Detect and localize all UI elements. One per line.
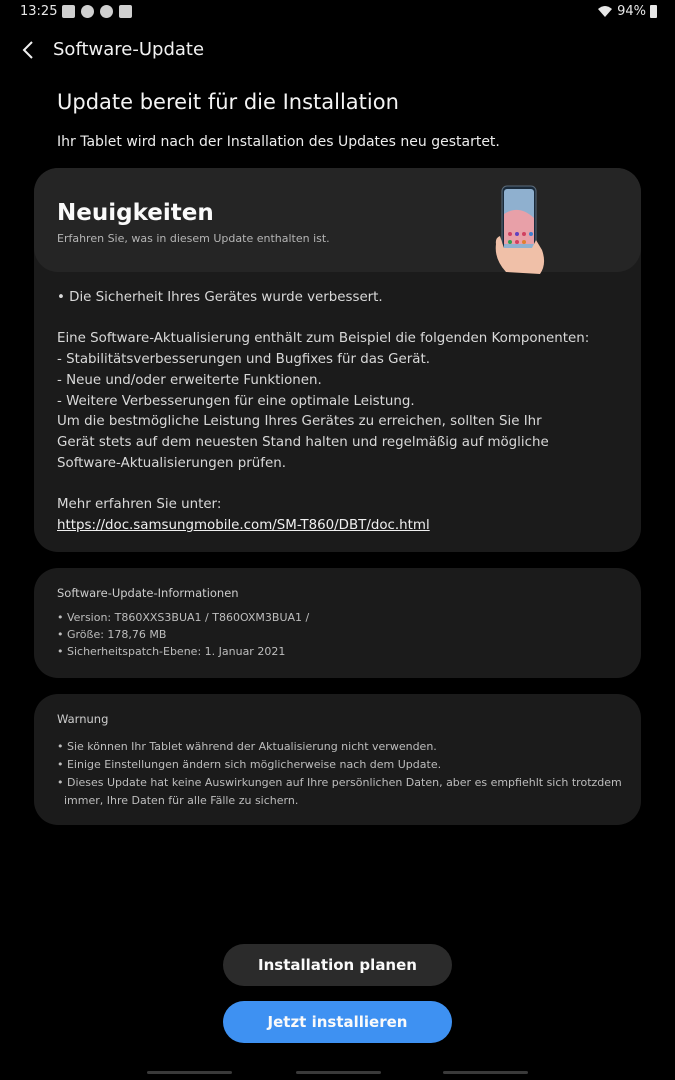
warning-item: immer, Ihre Daten für alle Fälle zu sichern.	[57, 794, 299, 807]
update-info-card	[34, 568, 641, 678]
nav-hint-right[interactable]	[443, 1071, 528, 1074]
checkbox-notification-icon	[62, 5, 75, 18]
chrome-icon	[81, 5, 94, 18]
news-item: - Weitere Verbesserungen für eine optimale Leistung.	[57, 393, 415, 409]
phone-in-hand-illustration	[492, 184, 554, 276]
news-advice-line: Gerät stets auf dem neuesten Stand halten und regelmäßig auf mögliche	[57, 434, 549, 450]
back-button[interactable]	[14, 36, 42, 64]
status-bar	[0, 0, 675, 26]
info-list	[57, 610, 627, 660]
news-body	[57, 288, 622, 536]
news-subtitle: Erfahren Sie, was in diesem Update enthalten ist.	[57, 232, 330, 245]
news-advice-line: Um die bestmögliche Leistung Ihres Gerätes zu erreichen, sollten Sie Ihr	[57, 414, 542, 430]
warning-card	[34, 694, 641, 825]
news-advice-line: Software-Aktualisierungen prüfen.	[57, 455, 286, 471]
warning-list	[57, 738, 627, 810]
news-card	[34, 168, 641, 552]
app-header	[0, 34, 675, 68]
news-more-label: Mehr erfahren Sie unter:	[57, 497, 222, 512]
nav-hint-center[interactable]	[296, 1071, 381, 1074]
battery-percent: 94%	[617, 4, 646, 19]
warning-item: • Dieses Update hat keine Auswirkungen auf Ihre persönlichen Daten, aber es empfiehlt sich trotzdem	[57, 776, 622, 789]
news-intro: Eine Software-Aktualisierung enthält zum Beispiel die folgenden Komponenten:	[57, 331, 590, 347]
status-time: 13:25	[20, 4, 58, 19]
header-title: Software-Update	[53, 39, 205, 60]
info-security-patch: • Sicherheitspatch-Ebene: 1. Januar 2021	[57, 644, 286, 658]
news-item: - Neue und/oder erweiterte Funktionen.	[57, 372, 322, 388]
warning-item: • Sie können Ihr Tablet während der Aktualisierung nicht verwenden.	[57, 740, 437, 753]
page-title: Update bereit für die Installation	[57, 90, 399, 114]
news-header	[34, 168, 641, 272]
info-version: • Version: T860XXS3BUA1 / T860OXM3BUA1 /	[57, 611, 310, 624]
status-right	[597, 4, 657, 19]
game-icon	[119, 5, 132, 18]
install-now-button[interactable]: Jetzt installieren	[223, 1001, 452, 1043]
info-title: Software-Update-Informationen	[57, 586, 239, 600]
news-bullet: • Die Sicherheit Ihres Gerätes wurde verbessert.	[57, 290, 383, 305]
notification-icons	[62, 5, 132, 18]
battery-icon	[650, 5, 657, 18]
nav-hint-left[interactable]	[147, 1071, 232, 1074]
back-arrow-icon	[22, 41, 34, 59]
warning-item: • Einige Einstellungen ändern sich möglicherweise nach dem Update.	[57, 758, 442, 771]
wifi-icon	[597, 5, 613, 18]
schedule-installation-button[interactable]: Installation planen	[223, 944, 452, 986]
info-size: • Größe: 178,76 MB	[57, 627, 167, 641]
page-subtitle: Ihr Tablet wird nach der Installation des Updates neu gestartet.	[57, 134, 500, 150]
doc-link[interactable]: https://doc.samsungmobile.com/SM-T860/DBT/doc.html	[57, 517, 430, 533]
news-item: - Stabilitätsverbesserungen und Bugfixes für das Gerät.	[57, 352, 431, 368]
chrome-icon	[100, 5, 113, 18]
warning-title: Warnung	[57, 712, 109, 726]
news-title: Neuigkeiten	[57, 200, 214, 226]
